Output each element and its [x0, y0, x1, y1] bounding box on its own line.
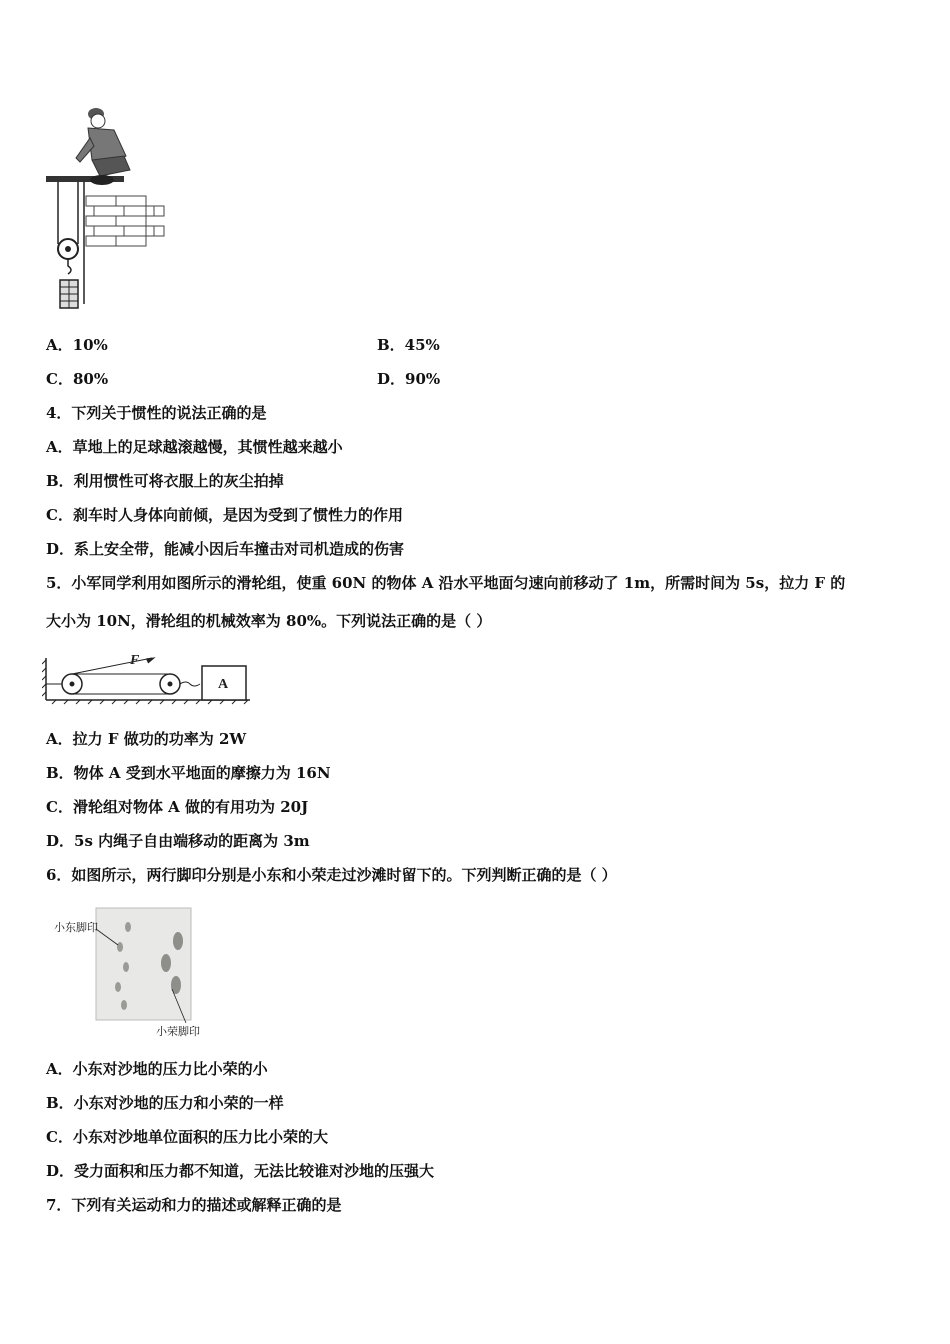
brick-wall	[86, 196, 164, 246]
q4-stem: 4．下列关于惯性的说法正确的是	[46, 404, 267, 422]
q4-option-d[interactable]: D．系上安全带，能减小因后车撞击对司机造成的伤害	[46, 540, 405, 558]
q5-option-b[interactable]: B．物体 A 受到水平地面的摩擦力为 16N	[46, 764, 331, 782]
q6-stem: 6．如图所示，两行脚印分别是小东和小荣走过沙滩时留下的。下列判断正确的是（ ）	[46, 866, 617, 884]
q4-option-a[interactable]: A．草地上的足球越滚越慢，其惯性越来越小	[46, 438, 343, 456]
q5-pulley-figure	[42, 650, 254, 708]
q5-option-d[interactable]: D．5s 内绳子自由端移动的距离为 3m	[46, 832, 310, 850]
sand-photo	[96, 908, 191, 1020]
worker-pulley-figure	[44, 104, 169, 316]
q5-ropes	[72, 658, 170, 694]
q6-option-c[interactable]: C．小东对沙地单位面积的压力比小荣的大	[46, 1128, 328, 1146]
block-label: A	[218, 677, 229, 692]
q6-option-a[interactable]: A．小东对沙地的压力比小荣的小	[46, 1060, 268, 1078]
q3-option-d[interactable]: D．90%	[377, 370, 441, 388]
q5-stem-line1: 5．小军同学利用如图所示的滑轮组，使重 60N 的物体 A 沿水平地面匀速向前移动了 1m，所需时间为 5s，拉力 F 的	[46, 574, 846, 592]
q5-option-c[interactable]: C．滑轮组对物体 A 做的有用功为 20J	[46, 798, 309, 816]
q3-option-a[interactable]: A．10%	[46, 336, 108, 354]
q4-option-b[interactable]: B．利用惯性可将衣服上的灰尘拍掉	[46, 472, 284, 490]
q4-option-c[interactable]: C．刹车时人身体向前倾，是因为受到了惯性力的作用	[46, 506, 403, 524]
force-label: F	[130, 653, 140, 668]
force-arrow	[146, 658, 154, 663]
q5-option-a[interactable]: A．拉力 F 做功的功率为 2W	[46, 730, 247, 748]
worker-person	[76, 108, 130, 185]
q7-stem: 7．下列有关运动和力的描述或解释正确的是	[46, 1196, 342, 1214]
q3-option-c[interactable]: C．80%	[46, 370, 109, 388]
q6-option-b[interactable]: B．小东对沙地的压力和小荣的一样	[46, 1094, 284, 1112]
label-rong: 小荣脚印	[156, 1025, 200, 1038]
brick-load	[60, 280, 78, 308]
q5-stem-line2: 大小为 10N，滑轮组的机械效率为 80%。下列说法正确的是（ ）	[46, 612, 492, 630]
label-dong: 小东脚印	[54, 921, 98, 934]
footprints-figure	[50, 905, 215, 1040]
q3-option-b[interactable]: B．45%	[377, 336, 440, 354]
q6-option-d[interactable]: D．受力面积和压力都不知道，无法比较谁对沙地的压强大	[46, 1162, 435, 1180]
